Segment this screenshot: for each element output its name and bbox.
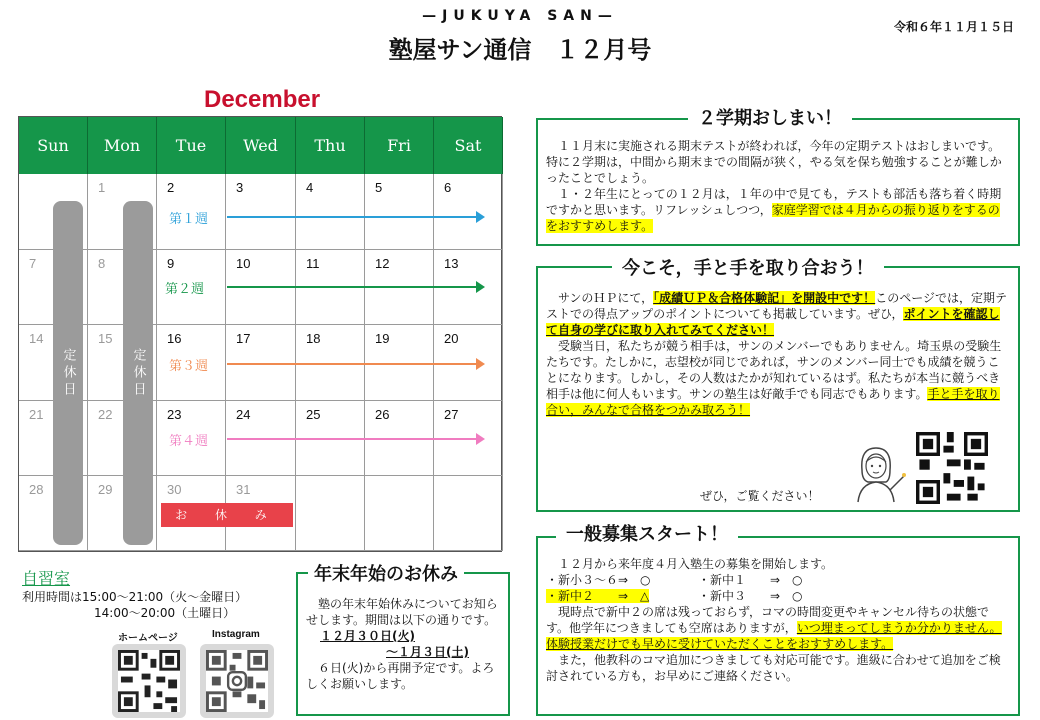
together-paragraph-1 xyxy=(546,290,1010,338)
week-arrow xyxy=(227,363,483,365)
calendar-cell[interactable] xyxy=(226,174,296,250)
term-end-body xyxy=(546,138,1010,234)
homepage-label: ホームページ xyxy=(118,633,178,644)
qr-icon xyxy=(206,650,268,712)
holiday-label: お 休 み xyxy=(161,503,293,527)
day-header-tue: Tue xyxy=(157,117,226,174)
recruit-p1-text: 現時点で新中２の席は残っておらず，コマの時間変更やキャンセル待ちの状態です。他学年につきましても空席はありますが， xyxy=(546,605,990,635)
day-number: 21 xyxy=(29,407,44,422)
teacher-illustration-icon xyxy=(846,440,910,504)
recruit-jh2: ・新中２ ⇒ △ xyxy=(546,589,650,603)
day-number: 4 xyxy=(306,180,314,195)
new-year-paragraph: 塾の年末年始休みについてお知らせします。期間は以下の通りです。 xyxy=(306,597,498,627)
together-highlight-points: ポイントを確認して自身の学びに取り入れてみてください！ xyxy=(546,307,1000,337)
calendar-cell[interactable] xyxy=(434,476,503,551)
homepage-qr-code[interactable] xyxy=(112,644,186,718)
day-number: 31 xyxy=(236,482,251,497)
recruit-row-2 xyxy=(546,588,1010,604)
day-number: 14 xyxy=(29,331,44,346)
day-number: 16 xyxy=(167,331,182,346)
recruit-title: 一般募集スタート！ xyxy=(556,520,738,546)
term-end-paragraph-1: １１月末に実施される期末テストが終われば，今年の定期テストはおしまいです。特に２学期は，中間から期末までの間隔が狭く，やる気を保ち勉強することが難しかったことでしょう。 xyxy=(546,139,1002,185)
together-highlight-closing: 手と手を取り合い，みんなで合格をつかみ取ろう！ xyxy=(546,387,1000,417)
week-label: 第４週 xyxy=(169,434,209,449)
day-number: 15 xyxy=(98,331,113,346)
new-year-title: 年末年始のお休み xyxy=(308,560,464,586)
day-number: 12 xyxy=(375,256,390,271)
newsletter-subtitle: —JUKUYA SAN— xyxy=(422,8,618,24)
qr-icon xyxy=(916,432,988,504)
together-paragraph-2 xyxy=(546,338,1010,418)
term-end-title: ２学期おしまい！ xyxy=(688,104,852,130)
term-end-paragraph-2 xyxy=(546,186,1010,234)
day-number: 24 xyxy=(236,407,251,422)
day-number: 5 xyxy=(375,180,383,195)
calendar-cell[interactable] xyxy=(434,174,503,250)
day-number: 17 xyxy=(236,331,251,346)
new-year-period-start: １２月３０日(火) xyxy=(320,629,415,643)
day-number: 11 xyxy=(306,256,320,271)
recruit-jh1: ・新中１ ⇒ ○ xyxy=(698,573,803,587)
day-number: 26 xyxy=(375,407,390,422)
together-p2-text: 受験当日，私たちが競う相手は，サンのメンバーでもありません。埼玉県の受験生たちです。たしかに，志望校が同じであれば，サンのメンバー同士でも成績を競うことになります。しかし，その人数はたかが知れているはず。私たちが本当に競うべき相手は他に何人もいます。サンの塾生は好敵手でも同志でもあります。 xyxy=(546,339,1002,401)
calendar-cell[interactable] xyxy=(296,476,365,551)
together-p1-text: サンのＨＰにて， xyxy=(558,291,654,305)
day-number: 6 xyxy=(444,180,452,195)
day-number: 2 xyxy=(167,180,175,195)
recruit-body xyxy=(546,556,1010,684)
day-number: 3 xyxy=(236,180,244,195)
calendar-cell[interactable] xyxy=(365,174,434,250)
day-number: 27 xyxy=(444,407,459,422)
closed-bar-monday: 定休日 xyxy=(123,201,153,545)
day-number: 19 xyxy=(375,331,390,346)
day-number: 10 xyxy=(236,256,251,271)
issue-date: 令和６年１１月１５日 xyxy=(893,20,1014,34)
calendar-month: December xyxy=(204,86,321,113)
term-end-p2-text: １・２年生にとっての１２月は，１年の中で見ても，テストも部活も落ち着く時期ですかと思います。リフレッシュしつつ， xyxy=(546,187,1002,217)
together-body xyxy=(546,290,1010,418)
week-label: 第３週 xyxy=(169,359,209,374)
day-number: 29 xyxy=(98,482,113,497)
week-label: 第１週 xyxy=(169,212,209,227)
recruit-elementary: ・新小３～６⇒ ○ xyxy=(546,573,651,587)
day-number: 7 xyxy=(29,256,37,271)
week-arrow xyxy=(227,286,483,288)
day-number: 22 xyxy=(98,407,113,422)
hp-qr-code[interactable] xyxy=(916,432,988,504)
recruit-intro: １２月から来年度４月入塾生の募集を開始します。 xyxy=(558,557,834,571)
recruit-paragraph-1 xyxy=(546,604,1010,652)
recruit-jh3: ・新中３ ⇒ ○ xyxy=(698,589,803,603)
instagram-qr-code[interactable] xyxy=(200,644,274,718)
recruit-row-1 xyxy=(546,572,1010,588)
day-number: 28 xyxy=(29,482,44,497)
day-number: 18 xyxy=(306,331,321,346)
calendar-cell[interactable] xyxy=(365,476,434,551)
day-header-thu: Thu xyxy=(296,117,365,174)
day-number: 1 xyxy=(98,180,106,195)
day-number: 13 xyxy=(444,256,459,271)
day-number: 20 xyxy=(444,331,459,346)
week-label: 第２週 xyxy=(165,282,205,297)
calendar-grid xyxy=(18,116,502,552)
day-number: 8 xyxy=(98,256,106,271)
recruit-paragraph-2: また，他教科のコマ追加につきましても対応可能です。進級に合わせて追加をご検討されている方も，お早めにご連絡ください。 xyxy=(546,653,1001,683)
new-year-body xyxy=(306,596,504,692)
qr-icon xyxy=(118,650,180,712)
together-p1-text-2: このページでは，定期テストでの得点アップのポイントについても掲載しています。ぜひ， xyxy=(546,291,1007,321)
day-header-fri: Fri xyxy=(365,117,434,174)
together-closing: ぜひ，ご覧ください！ xyxy=(700,489,820,503)
term-end-highlight: 家庭学習では４月からの振り返りをするのをおすすめします。 xyxy=(546,203,1000,233)
day-number: 23 xyxy=(167,407,182,422)
day-header-mon: Mon xyxy=(88,117,157,174)
week-arrow xyxy=(227,438,483,440)
day-header-sun: Sun xyxy=(19,117,88,174)
new-year-period-end: ～１月３日(土) xyxy=(386,645,469,659)
day-header-wed: Wed xyxy=(226,117,296,174)
newsletter-title: 塾屋サン通信 １２月号 xyxy=(388,36,652,64)
self-study-hours-saturday: 14:00～20:00（土曜日） xyxy=(94,606,236,620)
closed-bar-sunday: 定休日 xyxy=(53,201,83,545)
self-study-hours-weekday: 利用時間は15:00～21:00（火～金曜日） xyxy=(22,590,248,604)
experience-page-link[interactable]: 「成績ＵＰ＆合格体験記」を開設中です！ xyxy=(653,291,876,305)
together-title: 今こそ，手と手を取り合おう！ xyxy=(612,254,884,280)
day-number: 9 xyxy=(167,256,175,271)
recruit-highlight: いつ埋まってしまうか分かりません。体験授業だけでも早めに受けていただくことをおすすめします。 xyxy=(546,621,1002,651)
self-study-title: 自習室 xyxy=(22,569,71,588)
calendar-cell[interactable] xyxy=(296,174,365,250)
day-header-sat: Sat xyxy=(434,117,503,174)
instagram-label: Instagram xyxy=(212,629,260,640)
day-number: 25 xyxy=(306,407,321,422)
day-number: 30 xyxy=(167,482,182,497)
new-year-resume: ６日(火)から再開予定です。よろしくお願いします。 xyxy=(306,661,495,691)
week-arrow xyxy=(227,216,483,218)
